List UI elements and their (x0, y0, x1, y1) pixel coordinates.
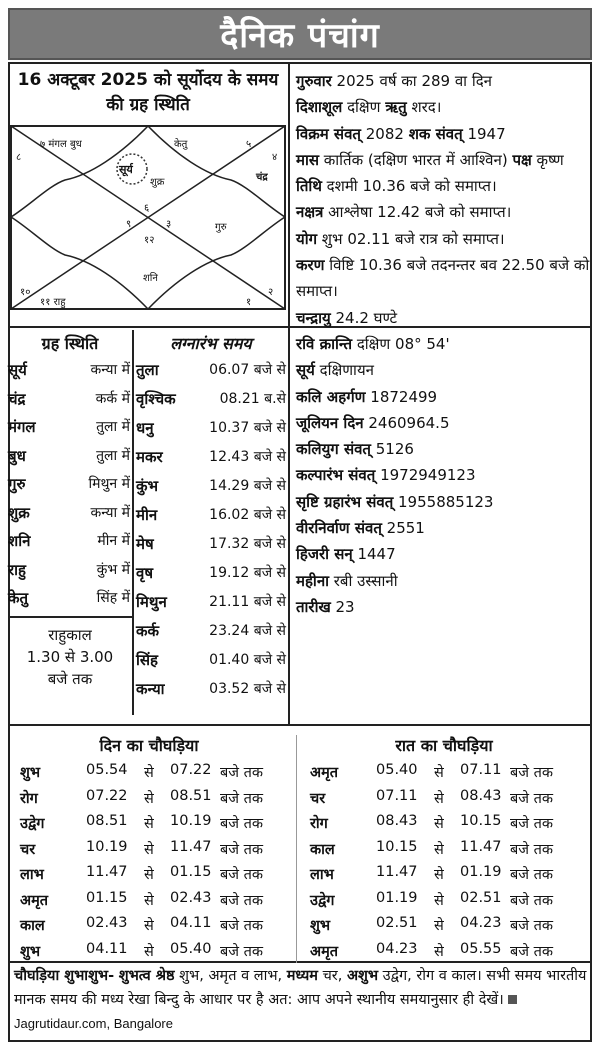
lagna-time: 06.07 बजे से (209, 362, 286, 378)
info-label: रवि क्रान्ति (296, 334, 353, 353)
chandra-label: चंद्र (256, 172, 268, 183)
choghadiya-from: 11.47 (376, 864, 418, 880)
num-2: २ (268, 287, 274, 298)
info-value: 1972949123 (375, 466, 476, 485)
choghadiya-to: 08.43 (460, 787, 502, 804)
info-value-2: शरद। (406, 98, 442, 117)
info-label: जूलियन दिन (296, 413, 364, 432)
info-label: महीना (296, 571, 330, 590)
choghadiya-se: से (434, 765, 444, 781)
choghadiya-se: से (144, 867, 154, 883)
choghadiya-row (20, 864, 290, 888)
choghadiya-se: से (434, 867, 444, 883)
grah-planet: चंद्र (8, 389, 26, 408)
info-line (296, 462, 590, 488)
info-label: सूर्य (296, 361, 315, 380)
info-label: करण (296, 256, 325, 275)
info-line (296, 199, 590, 225)
grah-planet: सूर्य (8, 361, 27, 379)
choghadiya-row (310, 813, 580, 837)
info-line (296, 384, 590, 410)
surya-label: सूर्य (119, 163, 133, 176)
grah-sign: कुंभ में (96, 561, 130, 578)
info-line (296, 410, 590, 436)
lagna-rashi: सिंह (136, 651, 158, 669)
info-line (296, 121, 590, 147)
lagna-time: 16.02 बजे से (209, 507, 286, 523)
footer-label-2: शुभत्व श्रेष्ठ (118, 968, 175, 984)
info-label: तिथि (296, 177, 322, 196)
choghadiya-from: 05.54 (86, 762, 128, 778)
info-value: रबी उस्सानी (329, 571, 398, 590)
choghadiya-to: 04.11 (170, 915, 212, 931)
info-value: दक्षिणायन (314, 361, 374, 380)
num-6: ६ (144, 203, 150, 214)
choghadiya-name: लाभ (20, 867, 44, 883)
info-label: गुरुवार (296, 72, 332, 90)
choghadiya-suffix: बजे तक (510, 816, 554, 832)
choghadiya-name: उद्वेग (20, 816, 45, 832)
rahukaal-suffix: बजे तक (47, 670, 93, 688)
shani-label: शनि (143, 273, 158, 284)
choghadiya-name: अमृत (20, 892, 49, 909)
num-9: ९ (126, 219, 132, 230)
choghadiya-row (20, 890, 290, 914)
info-label: हिजरी सन् (296, 545, 353, 564)
choghadiya-row (310, 788, 580, 812)
choghadiya-from: 04.11 (86, 940, 128, 957)
grah-planet: राहु (8, 560, 26, 579)
choghadiya-to: 10.15 (460, 813, 502, 829)
grah-planet: बुध (8, 446, 26, 465)
din-choghadiya-heading: दिन का चौघड़िया (99, 736, 199, 755)
choghadiya-suffix: बजे तक (220, 765, 264, 781)
choghadiya-to: 01.19 (460, 864, 502, 880)
info-label: मास (296, 150, 319, 169)
num-8: ८ (16, 152, 22, 163)
choghadiya-row (310, 864, 580, 888)
info-label: वीरनिर्वाण संवत् (296, 519, 382, 538)
rahukaal-box (8, 624, 132, 690)
info-value: आश्लेषा 12.42 बजे को समाप्त। (323, 203, 512, 222)
choghadiya-suffix: बजे तक (510, 892, 554, 909)
grah-sign: तुला में (96, 419, 130, 435)
info-line (296, 94, 590, 120)
choghadiya-name: अमृत (310, 943, 339, 960)
choghadiya-name: लाभ (310, 867, 334, 883)
info-value: विष्टि 10.36 बजे तदनन्तर बव 22.50 बजे को समाप्त। (296, 256, 590, 301)
info-label: विक्रम संवत् (296, 124, 361, 143)
grah-planet: केतु (8, 589, 29, 607)
lagna-time: 19.12 बजे से (209, 565, 286, 581)
choghadiya-from: 10.15 (376, 838, 418, 855)
choghadiya-divider (296, 735, 297, 963)
choghadiya-to: 08.51 (170, 787, 212, 804)
choghadiya-from: 05.40 (376, 762, 418, 778)
grah-planet: शनि (8, 532, 31, 550)
choghadiya-row (20, 941, 290, 965)
grah-planet: शुक्र (8, 503, 30, 522)
choghadiya-name: रोग (20, 790, 38, 807)
choghadiya-se: से (434, 841, 444, 858)
choghadiya-se: से (434, 816, 444, 832)
choghadiya-name: शुभ (20, 943, 41, 960)
choghadiya-se: से (144, 790, 154, 807)
choghadiya-se: से (144, 943, 154, 960)
lagna-rashi: वृश्चिक (136, 390, 176, 408)
footer-label-3: मध्यम (286, 968, 318, 984)
choghadiya-suffix: बजे तक (510, 867, 554, 883)
info-value: 2025 वर्ष का 289 वा दिन (331, 72, 493, 90)
choghadiya-name: रोग (310, 816, 328, 832)
choghadiya-name: काल (310, 841, 335, 858)
choghadiya-row (20, 813, 290, 837)
footer-label-1: चौघड़िया शुभाशुभ- (14, 968, 115, 984)
choghadiya-suffix: बजे तक (220, 867, 264, 883)
choghadiya-from: 01.15 (86, 889, 128, 906)
info-label: तारीख (296, 597, 331, 616)
lagna-rashi: मकर (136, 448, 163, 466)
grah-sign: मिथुन में (88, 476, 130, 492)
choghadiya-suffix: बजे तक (510, 918, 554, 934)
num-5: ५ (246, 139, 252, 150)
choghadiya-name: काल (20, 918, 45, 934)
choghadiya-row (310, 890, 580, 914)
choghadiya-from: 11.47 (86, 864, 128, 880)
choghadiya-name: चर (20, 841, 36, 858)
choghadiya-suffix: बजे तक (220, 943, 264, 960)
info-label: चन्द्रायु (296, 308, 331, 327)
lagna-time: 03.52 बजे से (209, 681, 286, 697)
choghadiya-top-divider (8, 724, 592, 726)
footer-note (14, 964, 588, 1036)
lagna-rashi: धनु (136, 419, 154, 437)
choghadiya-to: 07.11 (460, 762, 502, 778)
info-value: शुभ 02.11 बजे रात्र को समाप्त। (317, 229, 505, 248)
rahukaal-label: राहुकाल (48, 626, 92, 644)
info-label-2: पक्ष (512, 150, 532, 169)
page-title: दैनिक पंचांग (220, 16, 380, 56)
choghadiya-suffix: बजे तक (510, 790, 554, 807)
info-line (296, 436, 590, 462)
num-3: ३ (166, 219, 172, 230)
info-value: 24.2 घण्टे (330, 308, 398, 327)
info-value-2: कृष्ण (531, 150, 564, 169)
num-4: ४ (272, 152, 278, 163)
info-line (296, 541, 590, 567)
choghadiya-to: 07.22 (170, 762, 212, 778)
choghadiya-suffix: बजे तक (220, 790, 264, 807)
info-value: 1955885123 (393, 492, 494, 511)
info-value: 1447 (352, 545, 396, 564)
info-label-2: ऋतु (385, 98, 407, 117)
info-label-2: शक संवत् (408, 124, 463, 143)
choghadiya-row (20, 915, 290, 939)
lagna-time: 21.11 बजे से (209, 594, 286, 610)
choghadiya-row (310, 762, 580, 786)
choghadiya-suffix: बजे तक (510, 765, 554, 781)
info-value: दशमी 10.36 बजे को समाप्त। (321, 177, 497, 196)
choghadiya-row (310, 839, 580, 863)
info-line (296, 594, 590, 620)
info-line (296, 568, 590, 594)
grah-sign: मीन में (97, 533, 130, 549)
choghadiya-row (310, 915, 580, 939)
page-header (8, 8, 592, 60)
lagna-time: 17.32 बजे से (209, 536, 286, 552)
grah-sign: तुला में (96, 447, 130, 464)
info-line (296, 252, 590, 305)
footer-label-4: अशुभ (346, 968, 379, 984)
choghadiya-to: 10.19 (170, 813, 212, 829)
lagna-time: 10.37 बजे से (209, 420, 286, 436)
choghadiya-from: 01.19 (376, 889, 418, 906)
grah-planet: गुरु (8, 475, 26, 493)
lagna-rashi: कुंभ (136, 477, 159, 495)
choghadiya-row (20, 788, 290, 812)
info-line (296, 147, 590, 173)
grah-sign: कर्क में (95, 390, 130, 407)
info-line (296, 489, 590, 515)
shukra-label: शुक्र (150, 177, 165, 188)
kundli-diagram (10, 125, 286, 310)
choghadiya-to: 11.47 (460, 838, 502, 855)
choghadiya-to: 05.55 (460, 940, 502, 957)
choghadiya-row (310, 941, 580, 965)
lagna-rashi: कन्या (136, 680, 165, 698)
choghadiya-to: 02.43 (170, 889, 212, 906)
choghadiya-to: 05.40 (170, 940, 212, 957)
raat-choghadiya-heading: रात का चौघड़िया (395, 736, 493, 755)
left-tables (8, 330, 288, 715)
info-label: कलियुग संवत् (296, 440, 371, 459)
lagna-rashi: तुला (136, 361, 159, 379)
num-12: १२ (144, 235, 155, 246)
grah-sign: सिंह में (96, 590, 130, 606)
info-label: कल्पारंभ संवत् (296, 466, 376, 485)
lagna-rashi: मिथुन (136, 593, 167, 611)
info-value: 23 (330, 597, 355, 616)
choghadiya-se: से (434, 943, 444, 960)
lagna-rashi: वृष (136, 564, 154, 582)
choghadiya-from: 10.19 (86, 838, 128, 855)
info-value: दक्षिण (342, 98, 386, 117)
choghadiya-to: 04.23 (460, 915, 502, 931)
kundli-chart (10, 125, 286, 310)
info-value: कार्तिक (दक्षिण भारत में आश्विन) (319, 150, 513, 169)
choghadiya-to: 02.51 (460, 889, 502, 906)
footer-text-3: उद्वेग, रोग व काल। सभी समय भारतीय मानक समय की मध्य रेखा बिन्दु के आधार पर है अत: आप अपने स्थानीय समयानुसार ही देखें। (14, 968, 587, 1008)
lagna-heading: लग्नारंभ समय (170, 334, 252, 353)
info-value: 5126 (370, 440, 414, 459)
info-line (296, 226, 590, 252)
choghadiya-suffix: बजे तक (220, 841, 264, 858)
rahukaal-time: 1.30 से 3.00 (26, 648, 114, 666)
house-7-label: ७ मंगल बुध (40, 139, 82, 150)
info-line (296, 68, 590, 94)
panchang-info (296, 68, 590, 620)
choghadiya-from: 07.11 (376, 787, 418, 804)
column-divider (288, 62, 290, 724)
choghadiya-se: से (144, 765, 154, 781)
guru-label: गुरु (215, 222, 227, 233)
choghadiya-se: से (144, 816, 154, 832)
info-value: 2460964.5 (363, 413, 450, 432)
grah-sthiti-heading: ग्रह स्थिति (41, 334, 99, 353)
grah-planet: मंगल (8, 418, 36, 436)
choghadiya-from: 02.43 (86, 915, 128, 931)
info-value: 2082 (360, 124, 409, 143)
info-line (296, 305, 590, 331)
choghadiya-name: उद्वेग (310, 892, 335, 909)
choghadiya-from: 08.51 (86, 813, 128, 829)
lagna-rashi: कर्क (136, 622, 160, 640)
info-line (296, 173, 590, 199)
choghadiya-from: 04.23 (376, 940, 418, 957)
lagna-time: 14.29 बजे से (209, 478, 286, 494)
choghadiya-row (20, 839, 290, 863)
choghadiya-se: से (144, 892, 154, 909)
info-label: कलि अहर्गण (296, 387, 366, 406)
info-label: दिशाशूल (296, 98, 343, 117)
info-value-2: 1947 (462, 124, 506, 143)
choghadiya-se: से (434, 918, 444, 934)
choghadiya-name: शुभ (310, 918, 331, 934)
grah-sign: कन्या में (90, 504, 130, 521)
info-label: नक्षत्र (296, 203, 324, 222)
lagna-time: 08.21 ब.से (219, 391, 286, 407)
square-icon (508, 995, 517, 1004)
info-value: दक्षिण 08° 54' (352, 334, 450, 353)
footer-credit-text: Jagrutidaur.com, Bangalore (14, 1016, 173, 1031)
rahukaal-divider (8, 616, 132, 618)
grah-sign: कन्या में (90, 362, 130, 378)
choghadiya-suffix: बजे तक (220, 918, 264, 934)
info-label: सृष्टि ग्रहारंभ संवत् (296, 492, 394, 511)
choghadiya-to: 11.47 (170, 838, 212, 855)
info-value: 2551 (381, 519, 425, 538)
footer-text-1: शुभ, अमृत व लाभ, (174, 968, 287, 984)
left-table-divider (132, 330, 134, 715)
choghadiya-name: शुभ (20, 765, 41, 781)
choghadiya-from: 07.22 (86, 787, 128, 804)
choghadiya-se: से (144, 841, 154, 858)
info-value: 1872499 (365, 387, 438, 406)
info-line (296, 357, 590, 383)
choghadiya-from: 02.51 (376, 915, 418, 931)
lagna-time: 01.40 बजे से (209, 652, 286, 668)
choghadiya-suffix: बजे तक (220, 892, 264, 909)
choghadiya-se: से (434, 790, 444, 807)
num-1: १ (246, 297, 252, 308)
choghadiya-from: 08.43 (376, 813, 418, 829)
ketu-label: केतु (174, 139, 188, 150)
info-line (296, 515, 590, 541)
chart-title: 16 अक्टूबर 2025 को सूर्योदय के समय की ग्रह स्थिति (17, 70, 279, 115)
lagna-rashi: मीन (136, 506, 158, 524)
choghadiya-suffix: बजे तक (220, 816, 264, 832)
lagna-time: 23.24 बजे से (209, 623, 286, 639)
info-label: योग (296, 229, 318, 248)
choghadiya-suffix: बजे तक (510, 943, 554, 960)
choghadiya-suffix: बजे तक (510, 841, 554, 858)
choghadiya-name: अमृत (310, 765, 339, 781)
choghadiya-to: 01.15 (170, 864, 212, 880)
lagna-rashi: मेष (136, 535, 154, 553)
choghadiya-name: चर (310, 790, 326, 807)
choghadiya-se: से (434, 892, 444, 909)
info-line (296, 331, 590, 357)
lagna-time: 12.43 बजे से (209, 449, 286, 465)
num-10: १० (20, 287, 31, 298)
house-11-label: ११ राहु (40, 297, 66, 308)
footer-text-2: चर, (317, 968, 347, 984)
choghadiya-row (20, 762, 290, 786)
choghadiya-se: से (144, 918, 154, 934)
